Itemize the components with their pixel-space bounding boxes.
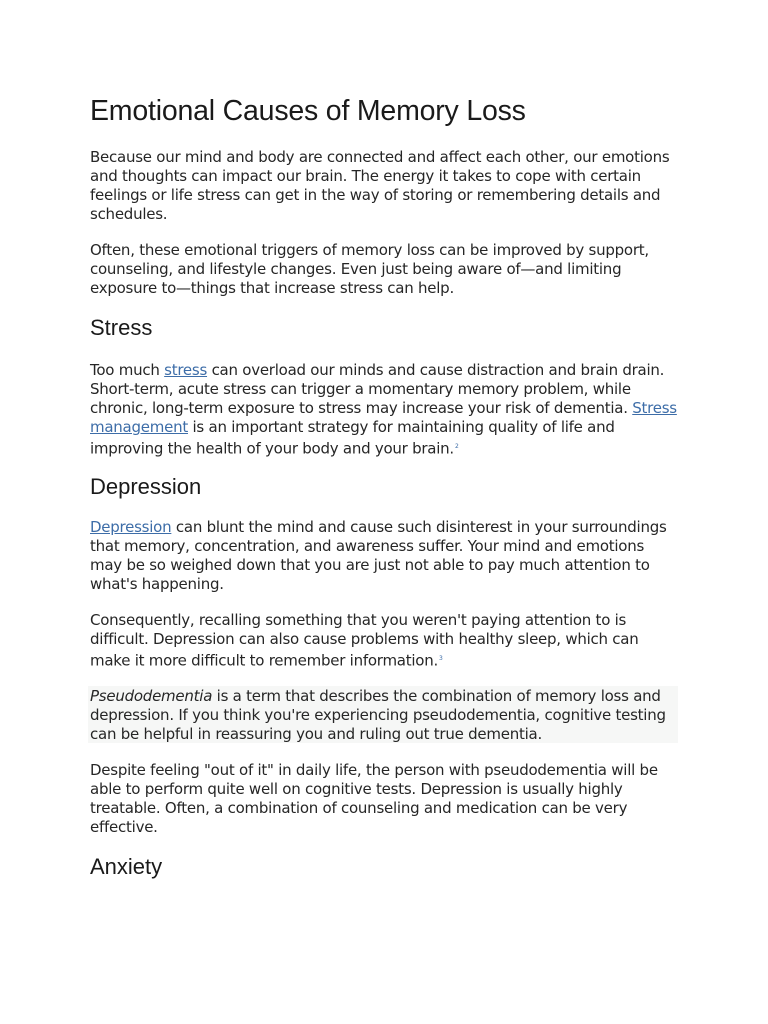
section-heading-depression: Depression (90, 474, 202, 499)
intro-paragraph-1: Because our mind and body are connected and affect each other, our emotions and thoughts can impact our brain. The energy it takes to cope with certain feelings or life stress can get in the way of storing or remembering details and schedules. (90, 148, 670, 223)
stress-paragraph (90, 361, 680, 458)
depression-link[interactable]: Depression (90, 518, 172, 536)
depression-paragraph-2 (90, 611, 680, 670)
citation-ref-3[interactable]: 3 (439, 655, 443, 662)
depression-paragraph-1 (90, 518, 680, 594)
stress-management-link[interactable]: Stress management (90, 399, 677, 436)
stress-link[interactable]: stress (164, 361, 208, 379)
depression-paragraph-3: Despite feeling "out of it" in daily life, the person with pseudodementia will be able to perform quite well on cognitive tests. Depression is usually highly treatable. Often, a combination of counseling and medication can be very effective. (90, 761, 658, 836)
stress-text-2: can overload our minds and cause distraction and brain drain. Short-term, acute stress can trigger a momentary memory problem, while chronic, long-term exposure to stress may increase your risk of dementia. (90, 361, 665, 417)
depression-text-2: Consequently, recalling something that you weren't paying attention to is difficult. Depression can also cause problems with healthy sleep, which can make it more difficult to remember information. (90, 611, 639, 670)
callout-term: Pseudodementia (90, 687, 213, 705)
section-heading-anxiety: Anxiety (90, 854, 163, 879)
page-title: Emotional Causes of Memory Loss (90, 95, 526, 127)
stress-text-3: is an important strategy for maintaining quality of life and improving the health of your body and your brain. (90, 418, 615, 458)
callout-text: is a term that describes the combination of memory loss and depression. If you think you're experiencing pseudodementia, cognitive testing can be helpful in reassuring you and ruling out true dementia. (90, 687, 666, 743)
section-heading-stress: Stress (90, 315, 153, 340)
intro-paragraph-2: Often, these emotional triggers of memory loss can be improved by support, counseling, and lifestyle changes. Even just being aware of—and limiting exposure to—things that increase stress can help. (90, 241, 649, 297)
depression-text-1: can blunt the mind and cause such disinterest in your surroundings that memory, concentration, and awareness suffer. Your mind and emotions may be so weighed down that you are just not able to pay much attention to what's happening. (90, 518, 667, 593)
citation-ref-2[interactable]: 2 (454, 443, 459, 450)
stress-text-1: Too much (90, 361, 165, 379)
callout-paragraph (90, 687, 680, 744)
